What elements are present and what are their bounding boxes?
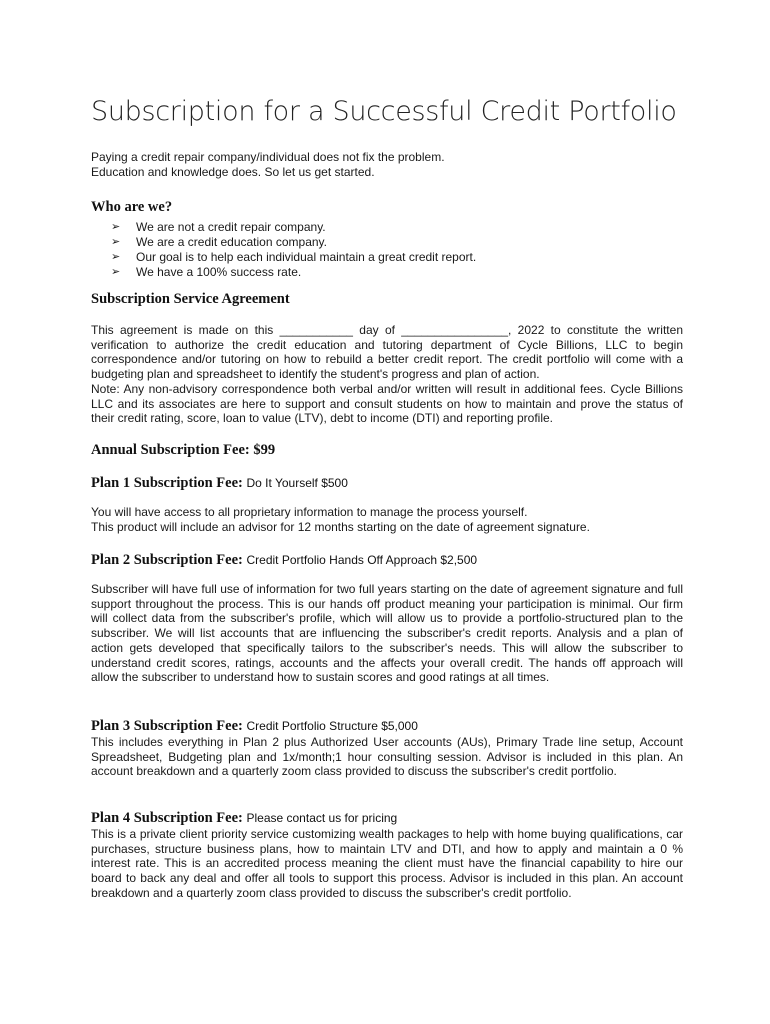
plan4-subtitle: Please contact us for pricing [246, 811, 398, 825]
intro [91, 150, 691, 180]
plan2-heading: Plan 2 Subscription Fee: Credit Portfolio Hands Off Approach $2,500 [91, 552, 478, 568]
agreement-note: Note: Any non-advisory correspondence both verbal and/or written will result in additional fees. Cycle Billions LLC and its associates are here to support and consult students on how to maintain and prove the status of their credit rating, score, loan to value (LTV), debt to income (DTI) and reporting profile. [91, 381, 683, 426]
agreement-heading: Subscription Service Agreement [91, 291, 290, 307]
plan2-section [91, 552, 683, 685]
plan1-subtitle: Do It Yourself $500 [246, 476, 348, 490]
plan3-subtitle: Credit Portfolio Structure $5,000 [246, 719, 418, 733]
page-title: Subscription for a Successful Credit Portfolio [91, 96, 677, 127]
plan1-heading: Plan 1 Subscription Fee: Do It Yourself $500 [91, 475, 348, 491]
annual-section [91, 442, 683, 459]
plan4-section [91, 810, 683, 901]
intro-line: Paying a credit repair company/individual does not fix the problem. [91, 150, 445, 164]
plan3-heading: Plan 3 Subscription Fee: Credit Portfolio Structure $5,000 [91, 718, 418, 734]
plan1-section [91, 475, 683, 534]
arrow-bullet-icon: ➢ [111, 221, 121, 233]
plan1-line: You will have access to all proprietary information to manage the process yourself. [91, 505, 528, 519]
intro-line: Education and knowledge does. So let us get started. [91, 165, 375, 179]
plan4-heading: Plan 4 Subscription Fee: Please contact us for pricing [91, 810, 398, 826]
plan1-line: This product will include an advisor for 12 months starting on the date of agreement signature. [91, 519, 590, 534]
plan4-paragraph: This is a private client priority service customizing wealth packages to help with home buying qualifications, car purchases, structure business plans, how to maintain LTV and DTI, and how to apply and maintain a 0 % interest rate. This is an accredited process meaning the client must have the financial capability to hire our board to back any deal and offer all tools to support this process. Advisor is included in this plan. An account breakdown and a quarterly zoom class provided to discuss the subscriber's credit portfolio. [91, 827, 683, 900]
who-section [91, 199, 683, 280]
who-list [91, 220, 683, 280]
plan2-paragraph: Subscriber will have full use of information for two full years starting on the date of agreement signature and full support throughout the process. This is our hands off product meaning your participation is minimal. Our firm will collect data from the subscriber's profile, which will allow us to provide a portfolio-structured plan to the subscriber. We will list accounts that are influencing the subscriber's credit reports. Analysis and a plan of action gets developed that specifically tailors to the subscriber's needs. This will allow the subscriber to understand credit scores, ratings, accounts and the affects your overall credit. The hands off approach will allow the subscriber to understand how to sustain scores and good ratings at all times. [91, 582, 683, 685]
plan3-section [91, 718, 683, 779]
who-heading: Who are we? [91, 199, 173, 215]
list-item: ➢ We are not a credit repair company. [111, 220, 326, 234]
arrow-bullet-icon: ➢ [111, 266, 121, 278]
agreement-section [91, 291, 683, 426]
plan2-subtitle: Credit Portfolio Hands Off Approach $2,500 [246, 553, 478, 567]
arrow-bullet-icon: ➢ [111, 251, 121, 263]
arrow-bullet-icon: ➢ [111, 236, 121, 248]
annual-heading: Annual Subscription Fee: $99 [91, 442, 276, 458]
list-item: ➢ Our goal is to help each individual maintain a great credit report. [111, 250, 477, 264]
agreement-paragraph: This agreement is made on this ___________ day of ________________, 2022 to constitute the written verification to authorize the credit education and tutoring department of Cycle Billions, LLC to begin correspondence and/or tutoring on how to rebuild a better credit report. The credit portfolio will come with a budgeting plan and spreadsheet to identify the student's progress and plan of action. [91, 323, 683, 382]
list-item: ➢ We are a credit education company. [111, 235, 327, 249]
plan3-paragraph: This includes everything in Plan 2 plus Authorized User accounts (AUs), Primary Trade line setup, Account Spreadsheet, Budgeting plan and 1x/month;1 hour consulting session. Advisor is included in this plan. An account breakdown and a quarterly zoom class provided to discuss the subscriber's credit portfolio. [91, 735, 683, 779]
list-item: ➢ We have a 100% success rate. [111, 265, 302, 279]
